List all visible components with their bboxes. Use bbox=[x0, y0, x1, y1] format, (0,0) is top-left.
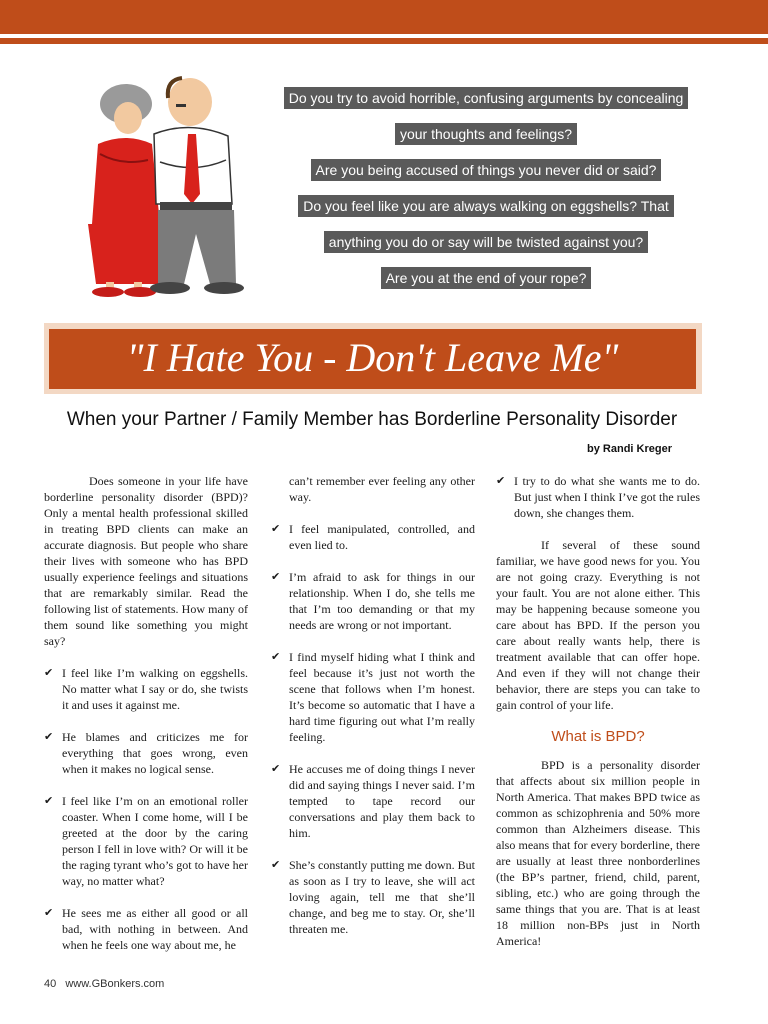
checkmark-icon: ✔ bbox=[271, 651, 281, 663]
article-subtitle: When your Partner / Family Member has Borderline Personality Disorder bbox=[66, 409, 678, 430]
checkmark-icon: ✔ bbox=[44, 731, 54, 743]
list-item-continuation: can’t remember ever feeling any other way. bbox=[289, 474, 475, 504]
list-item: ✔ I feel like I’m on an emotional roller coaster. When I come home, will I be greeted at the door by the caring person I fell in love with? Or will it be the raging tyrant who’s got to have her way, no matter what? bbox=[44, 794, 248, 888]
question-line: Are you at the end of your rope? bbox=[381, 267, 592, 289]
column-1 bbox=[44, 473, 248, 969]
top-accent-line bbox=[0, 38, 768, 44]
checkmark-icon: ✔ bbox=[44, 907, 54, 919]
list-item: ✔ She’s constantly putting me down. But as soon as I try to leave, she will act loving again, tell me that she’ll change, and beg me to stay. Or, she’ll threaten me. bbox=[271, 858, 475, 936]
footer-website: www.GBonkers.com bbox=[65, 978, 165, 990]
list-item: ✔ He sees me as either all good or all bad, with nothing in between. And when he feels one way about me, he bbox=[44, 906, 248, 952]
question-line: Do you try to avoid horrible, confusing arguments by concealing bbox=[284, 87, 689, 109]
intro-paragraph: Does someone in your life have borderline personality disorder (BPD)? Only a mental health professional skilled in treating BPD clients can make an accurate diagnosis. But people who share their lives with someone who has BPD usually experience feelings and situations that are remarkably similar. Read the following list of statements. How many of them sound like something you might say? bbox=[44, 474, 248, 648]
arguing-couple-illustration bbox=[78, 74, 256, 300]
question-line: Are you being accused of things you never did or said? bbox=[311, 159, 662, 181]
column-3 bbox=[496, 473, 700, 965]
checkmark-icon: ✔ bbox=[44, 795, 54, 807]
question-line: your thoughts and feelings? bbox=[395, 123, 577, 145]
checkmark-icon: ✔ bbox=[271, 763, 281, 775]
list-item: ✔ I try to do what she wants me to do. But just when I think I’ve got the rules down, she changes them. bbox=[496, 474, 700, 520]
list-item: ✔ I’m afraid to ask for things in our relationship. When I do, she tells me that I’m too demanding or that my needs are wrong or not important. bbox=[271, 570, 475, 632]
page-number: 40 bbox=[44, 978, 57, 990]
checkmark-icon: ✔ bbox=[271, 859, 281, 871]
man-figure bbox=[150, 78, 244, 294]
list-item: ✔ I feel like I’m walking on eggshells. No matter what I say or do, she twists it and uses it against me. bbox=[44, 666, 248, 712]
top-color-bar bbox=[0, 0, 768, 34]
checkmark-icon: ✔ bbox=[44, 667, 54, 679]
section-heading: What is BPD? bbox=[551, 728, 645, 745]
list-item: ✔ I find myself hiding what I think and feel because it’s just not worth the scene that follows when I’m honest. It’s become so automatic that I have a hard time figuring out what I’m really feeling. bbox=[271, 650, 475, 744]
title-banner: "I Hate You - Don't Leave Me" bbox=[49, 329, 696, 389]
questions-block bbox=[268, 80, 704, 296]
column-2 bbox=[271, 473, 475, 953]
checkmark-icon: ✔ bbox=[271, 571, 281, 583]
byline: by Randi Kreger bbox=[587, 443, 672, 455]
checkmark-icon: ✔ bbox=[496, 475, 506, 487]
list-item: ✔ He accuses me of doing things I never did and saying things I never said. I’m tempted to tape record our conversations and play them back to him. bbox=[271, 762, 475, 840]
question-line: Do you feel like you are always walking on eggshells? That bbox=[298, 195, 674, 217]
page-footer bbox=[44, 978, 164, 990]
paragraph: If several of these sound familiar, we have good news for you. You are not going crazy. Everything is not your fault. You are not alone either. This may be happening because someone you care about has BPD. If the person you care about really wants help, there is treatment available that can offer hope. And even if they will not change their behavior, there are steps you can take to gain control of your life. bbox=[496, 538, 700, 712]
question-line: anything you do or say will be twisted against you? bbox=[324, 231, 648, 253]
woman-figure bbox=[88, 84, 166, 297]
list-item: ✔ He blames and criticizes me for everything that goes wrong, even when it makes no logical sense. bbox=[44, 730, 248, 776]
checkmark-icon: ✔ bbox=[271, 523, 281, 535]
paragraph: BPD is a personality disorder that affects about six million people in North America. That makes BPD twice as common as schizophrenia and 50% more common than Alzheimers disease. This also means that for every borderline, there are usually at least three nonborderlines (the BP’s partner, friend, child, parent, sibling, etc.) who are going through the same things that you are. That is at least 18 million non-BPs just in North America! bbox=[496, 758, 700, 948]
list-item: ✔ I feel manipulated, controlled, and even lied to. bbox=[271, 522, 475, 552]
